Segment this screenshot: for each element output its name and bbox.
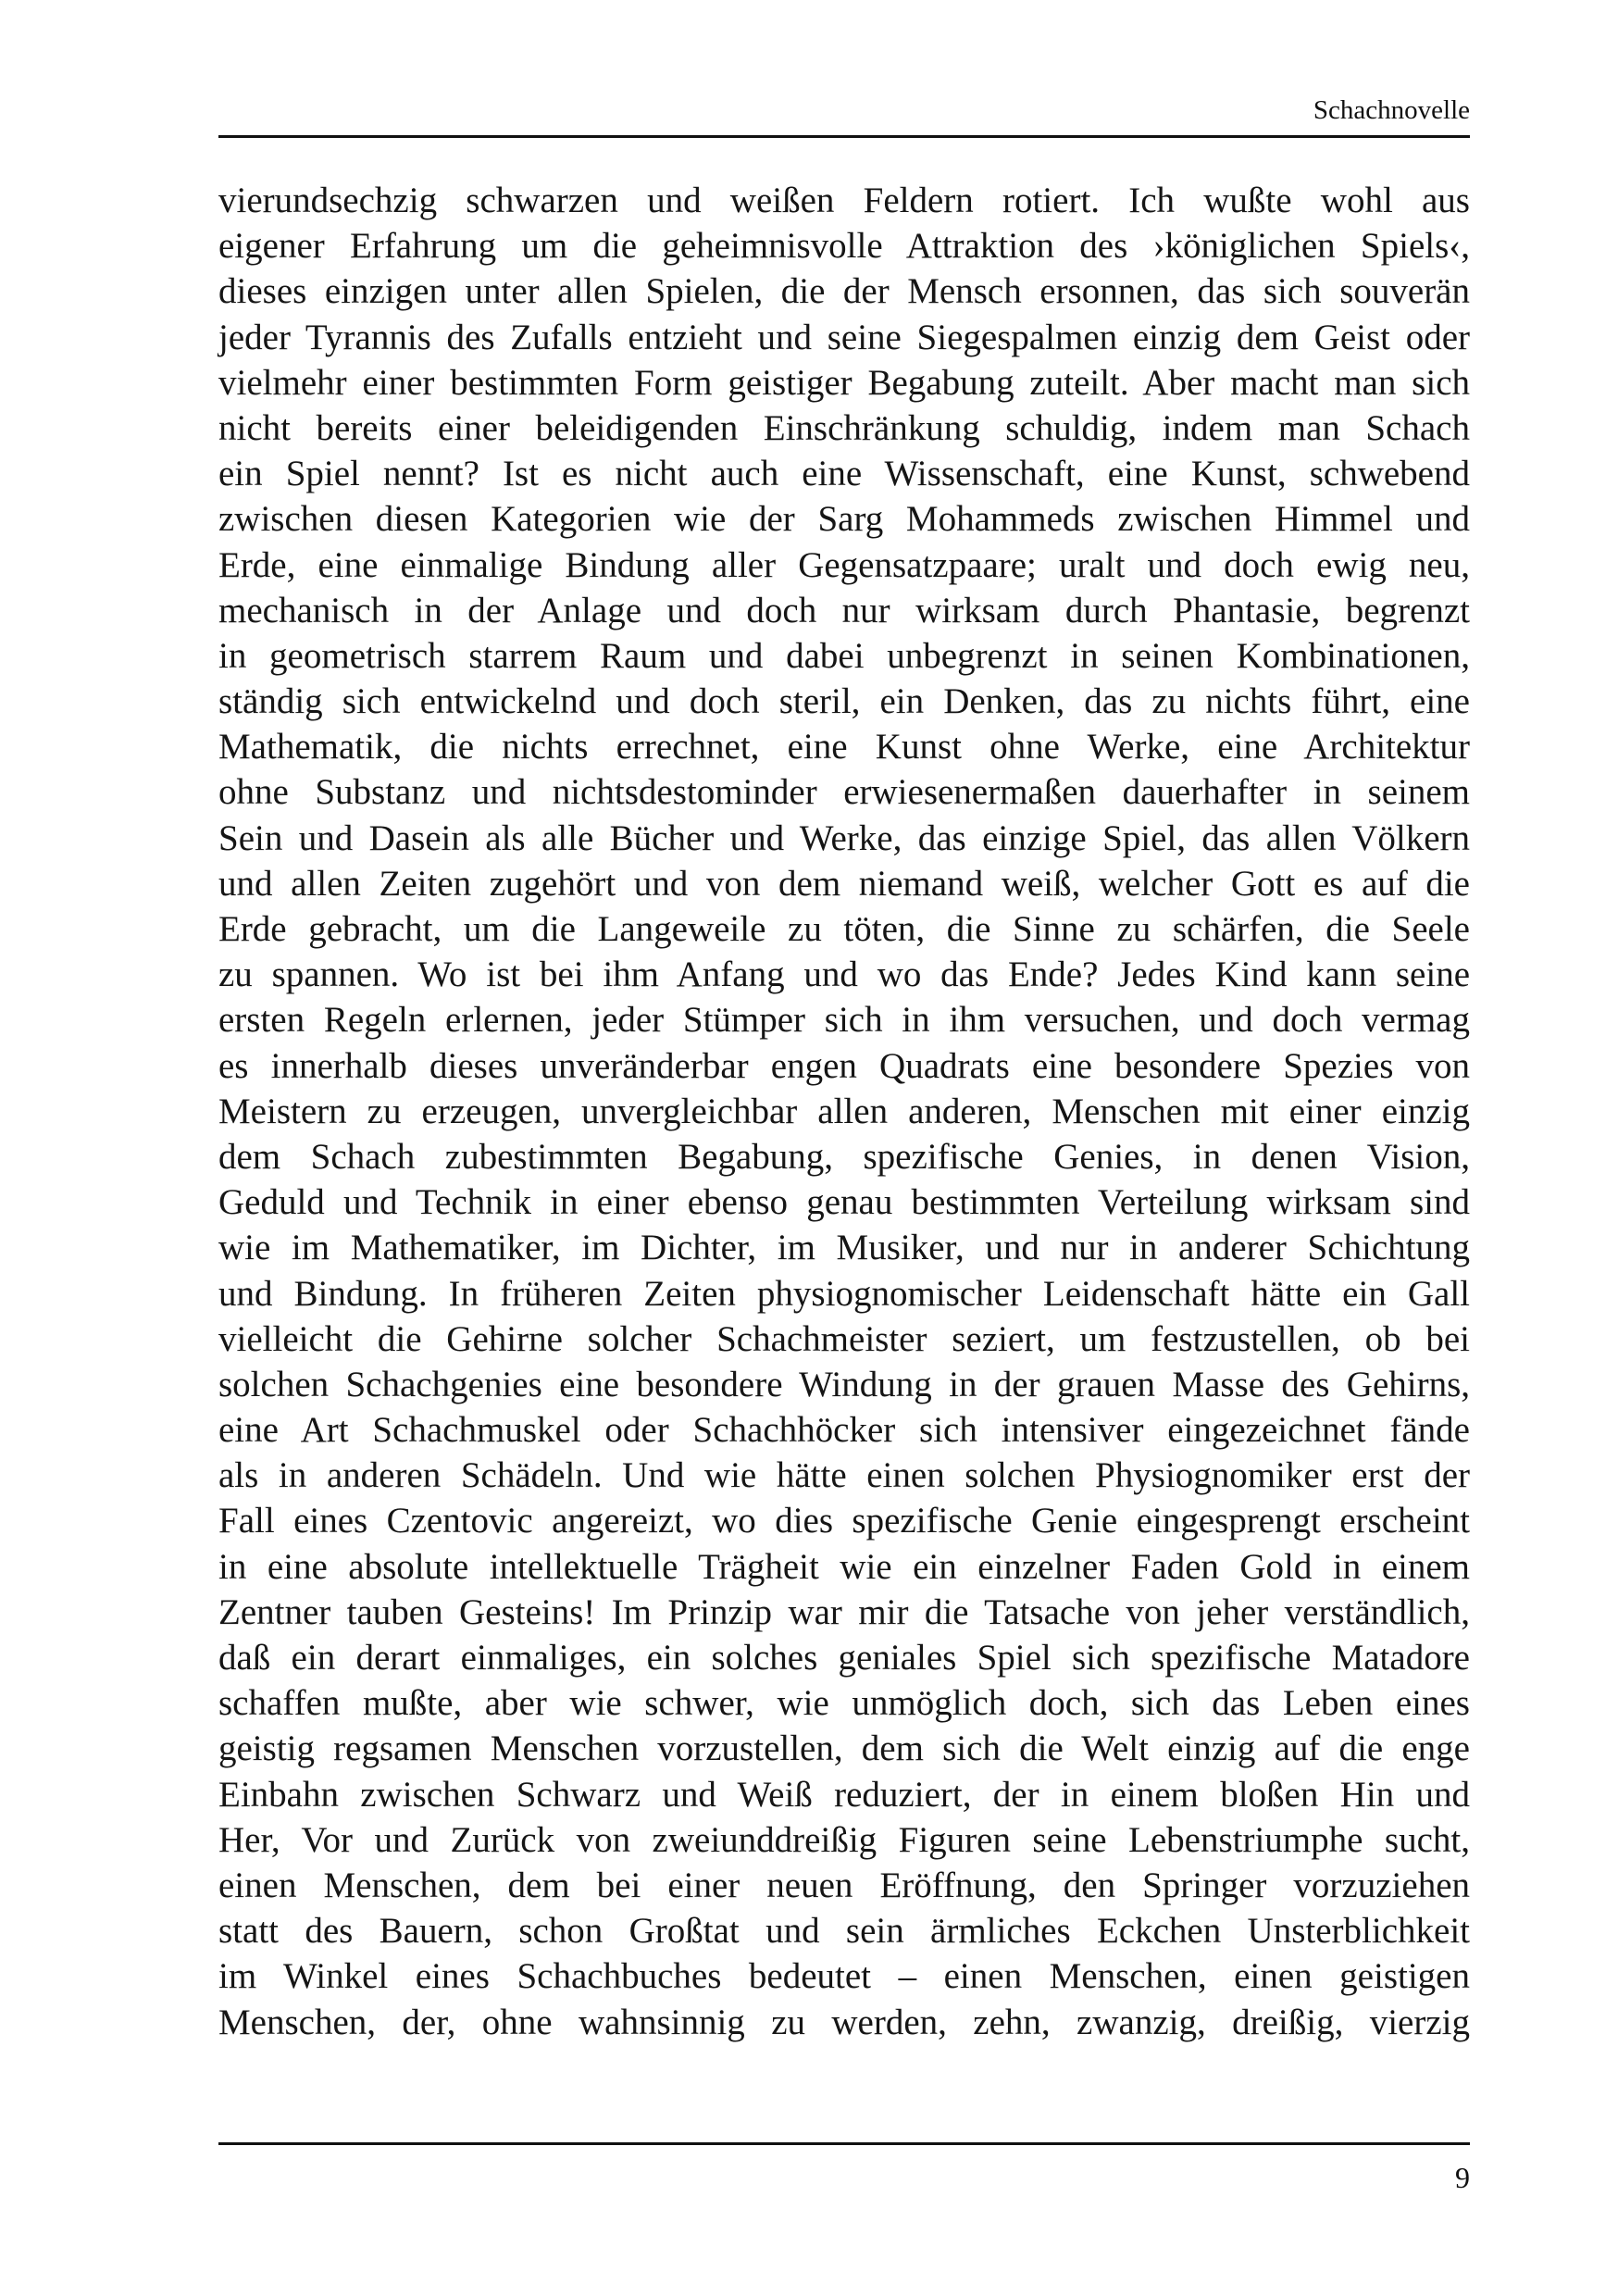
text-line: nicht bereits einer beleidigenden Einschränkung schuldig, indem man Schach (218, 407, 1470, 448)
text-line: ständig sich entwickelnd und doch steril, ein Denken, das zu nichts führt, eine (218, 681, 1470, 722)
header-rule (218, 135, 1470, 138)
text-line: solchen Schachgenies eine besondere Windung in der grauen Masse des Gehirns, (218, 1364, 1470, 1404)
text-line: vielleicht die Gehirne solcher Schachmeister seziert, um festzustellen, ob bei (218, 1318, 1470, 1359)
text-line: eine Art Schachmuskel oder Schachhöcker sich intensiver eingezeichnet fände (218, 1410, 1470, 1451)
text-line: geistig regsamen Menschen vorzustellen, dem sich die Welt einzig auf die enge (218, 1728, 1470, 1769)
text-line: Mathematik, die nichts errechnet, eine Kunst ohne Werke, eine Architektur (218, 727, 1470, 767)
text-line: Einbahn zwischen Schwarz und Weiß reduziert, der in einem bloßen Hin und (218, 1774, 1470, 1815)
text-line: Erde, eine einmalige Bindung aller Gegensatzpaare; uralt und doch ewig neu, (218, 544, 1470, 585)
text-line: in geometrisch starrem Raum und dabei unbegrenzt in seinen Kombinationen, (218, 635, 1470, 676)
text-line: Menschen, der, ohne wahnsinnig zu werden, zehn, zwanzig, dreißig, vierzig (218, 2002, 1470, 2042)
text-line: Sein und Dasein als alle Bücher und Werke, das einzige Spiel, das allen Völkern (218, 817, 1470, 858)
text-line: ohne Substanz und nichtsdestominder erwiesenermaßen dauerhafter in seinem (218, 772, 1470, 813)
text-line: zu spannen. Wo ist bei ihm Anfang und wo das Ende? Jedes Kind kann seine (218, 955, 1470, 995)
text-line: vielmehr einer bestimmten Form geistiger Begabung zuteilt. Aber macht man sich (218, 362, 1470, 403)
text-line: zwischen diesen Kategorien wie der Sarg Mohammeds zwischen Himmel und (218, 499, 1470, 540)
text-line: es innerhalb dieses unveränderbar engen Quadrats eine besondere Spezies von (218, 1045, 1470, 1086)
text-line: dieses einzigen unter allen Spielen, die der Mensch ersonnen, das sich souverän (218, 271, 1470, 312)
text-line: eigener Erfahrung um die geheimnisvolle Attraktion des ›königlichen Spiels‹, (218, 226, 1470, 267)
text-line: als in anderen Schädeln. Und wie hätte einen solchen Physiognomiker erst der (218, 1455, 1470, 1496)
footer-rule (218, 2142, 1470, 2145)
text-line: dem Schach zubestimmten Begabung, spezifische Genies, in denen Vision, (218, 1136, 1470, 1177)
text-line: einen Menschen, dem bei einer neuen Eröffnung, den Springer vorzuziehen (218, 1865, 1470, 1905)
body-text (218, 178, 1470, 2045)
text-line: Her, Vor und Zurück von zweiunddreißig Figuren seine Lebenstriumphe sucht, (218, 1819, 1470, 1860)
text-line: schaffen mußte, aber wie schwer, wie unmöglich doch, sich das Leben eines (218, 1683, 1470, 1724)
text-line: im Winkel eines Schachbuches bedeutet – einen Menschen, einen geistigen (218, 1956, 1470, 1997)
text-line: wie im Mathematiker, im Dichter, im Musiker, und nur in anderer Schichtung (218, 1228, 1470, 1268)
text-line: ein Spiel nennt? Ist es nicht auch eine Wissenschaft, eine Kunst, schwebend (218, 454, 1470, 494)
text-line: jeder Tyrannis des Zufalls entzieht und seine Siegespalmen einzig dem Geist oder (218, 317, 1470, 357)
text-line: daß ein derart einmaliges, ein solches geniales Spiel sich spezifische Matadore (218, 1638, 1470, 1678)
text-line: und allen Zeiten zugehört und von dem niemand weiß, welcher Gott es auf die (218, 863, 1470, 904)
text-line: vierundsechzig schwarzen und weißen Feldern rotiert. Ich wußte wohl aus (218, 181, 1470, 220)
text-line: Zentner tauben Gesteins! Im Prinzip war mir die Tatsache von jeher verständlich, (218, 1591, 1470, 1632)
page-number: 9 (1455, 2161, 1470, 2194)
text-line: Meistern zu erzeugen, unvergleichbar allen anderen, Menschen mit einer einzig (218, 1091, 1470, 1131)
text-line: ersten Regeln erlernen, jeder Stümper sich in ihm versuchen, und doch vermag (218, 1000, 1470, 1041)
text-line: und Bindung. In früheren Zeiten physiognomischer Leidenschaft hätte ein Gall (218, 1273, 1470, 1314)
running-header: Schachnovelle (1313, 95, 1470, 125)
text-line: Erde gebracht, um die Langeweile zu töten, die Sinne zu schärfen, die Seele (218, 909, 1470, 949)
text-line: statt des Bauern, schon Großtat und sein ärmliches Eckchen Unsterblichkeit (218, 1911, 1470, 1952)
text-line: mechanisch in der Anlage und doch nur wirksam durch Phantasie, begrenzt (218, 590, 1470, 630)
text-line: Geduld und Technik in einer ebenso genau bestimmten Verteilung wirksam sind (218, 1182, 1470, 1223)
text-line: Fall eines Czentovic angereizt, wo dies spezifische Genie eingesprengt erscheint (218, 1501, 1470, 1541)
text-line: in eine absolute intellektuelle Trägheit wie ein einzelner Faden Gold in einem (218, 1546, 1470, 1587)
